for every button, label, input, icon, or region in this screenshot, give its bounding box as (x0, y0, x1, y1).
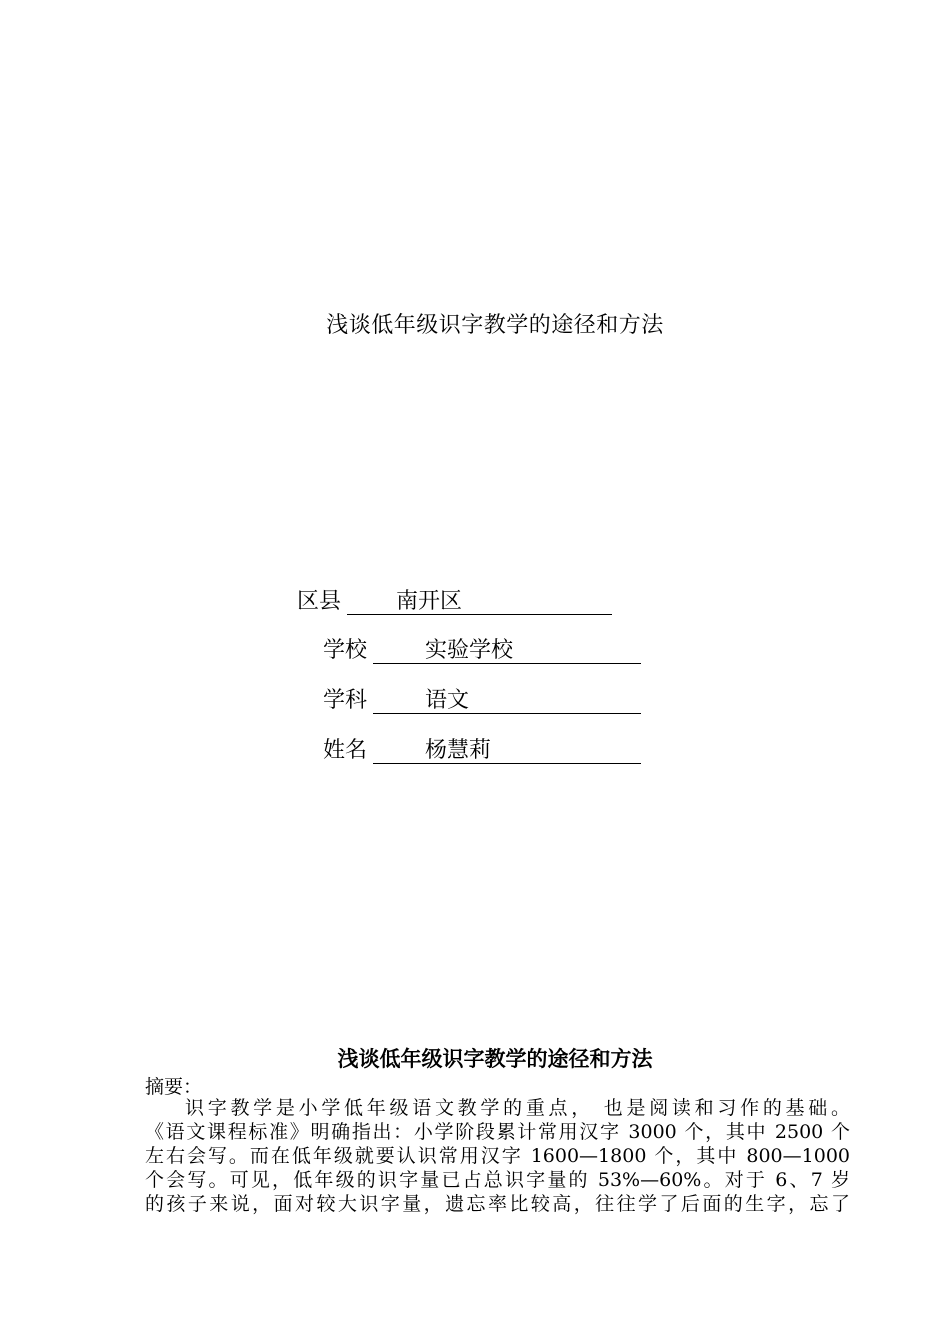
name-value: 杨慧莉 (425, 738, 492, 763)
abstract-line: 左右会写。而在低年级就要认识常用汉字 1600—1800 个，其中 800—1000 (145, 1145, 850, 1167)
article-title: 浅谈低年级识字教学的途径和方法 (337, 1046, 653, 1071)
abstract-line: 《语文课程标准》明确指出：小学阶段累计常用汉字 3000 个，其中 2500 个 (145, 1121, 850, 1143)
name-underline (373, 733, 641, 764)
abstract-line: 的孩子来说，面对较大识字量，遗忘率比较高，往往学了后面的生字，忘了 (145, 1193, 850, 1215)
district-value: 南开区 (396, 589, 463, 614)
subject-label: 学科 (323, 688, 368, 713)
subject-value: 语文 (425, 688, 470, 713)
school-label: 学校 (323, 638, 368, 663)
school-field (323, 633, 643, 665)
abstract-body (145, 1096, 850, 1216)
subject-field (323, 683, 643, 715)
cover-title: 浅谈低年级识字教学的途径和方法 (326, 313, 664, 338)
subject-underline (373, 683, 641, 714)
abstract-line: 识字教学是小学低年级语文教学的重点， 也是阅读和习作的基础。 (185, 1097, 850, 1119)
name-label: 姓名 (323, 738, 368, 763)
abstract-line: 个会写。可见，低年级的识字量已占总识字量的 53%—60%。对于 6、7 岁 (145, 1169, 850, 1191)
school-value: 实验学校 (425, 638, 514, 663)
abstract-label: 摘要： (145, 1076, 203, 1098)
name-field (323, 733, 643, 765)
district-field (297, 584, 617, 616)
district-underline (347, 584, 612, 615)
district-label: 区县 (297, 589, 342, 614)
